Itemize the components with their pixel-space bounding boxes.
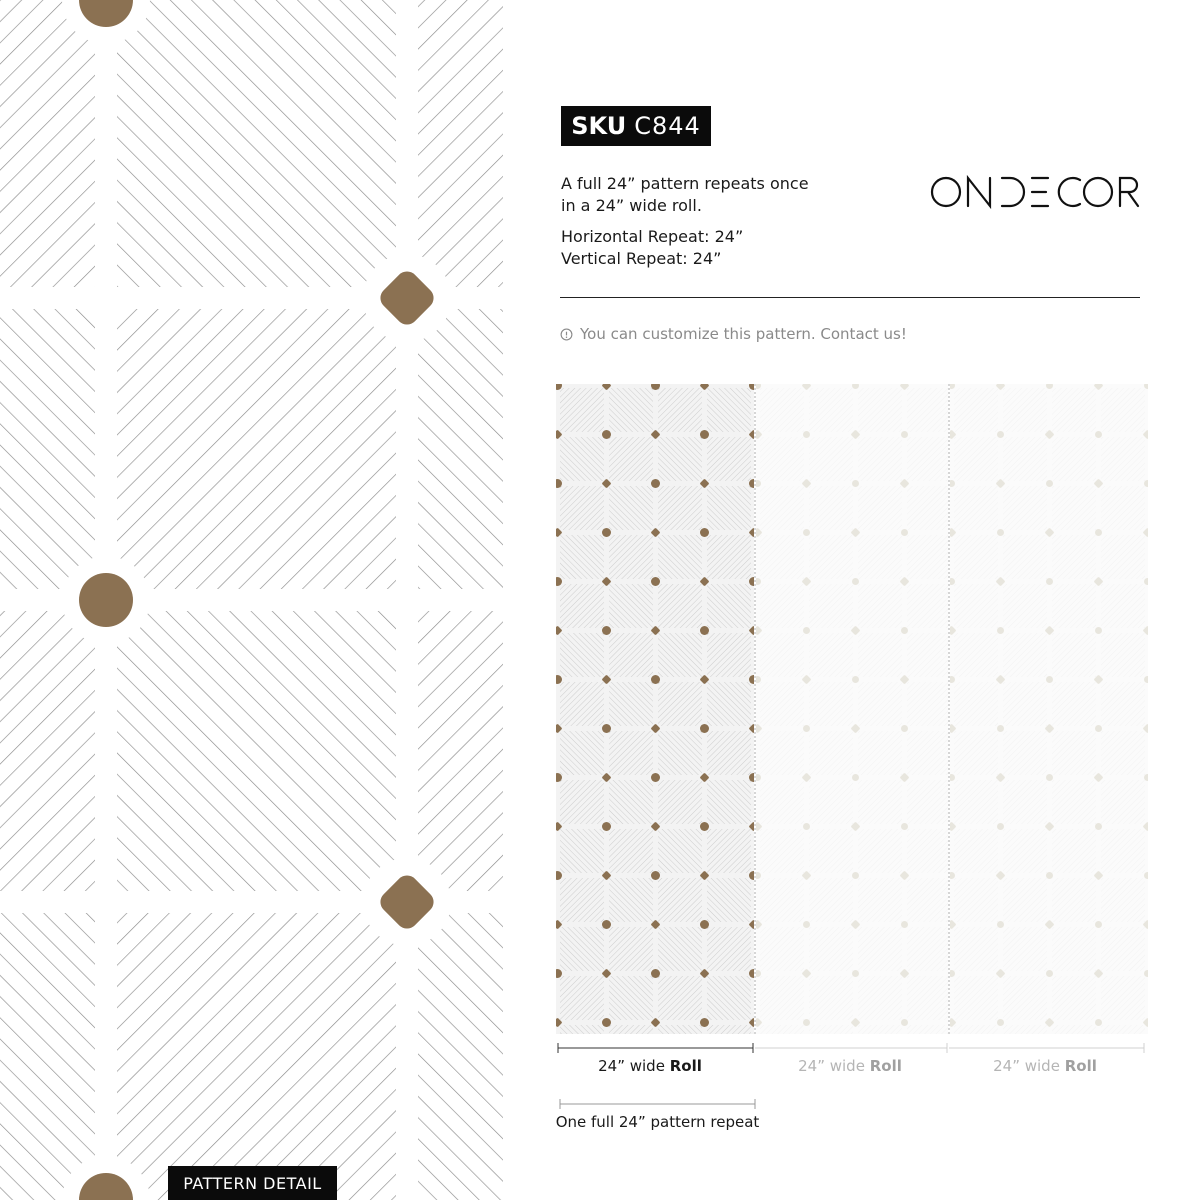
mini-tile (760, 633, 804, 677)
mini-tile (1052, 633, 1096, 677)
mini-dot (651, 871, 660, 880)
mini-dot (651, 969, 660, 978)
mini-dot (803, 431, 810, 438)
mini-dot (1095, 823, 1102, 830)
mini-tile (907, 829, 951, 873)
mini-tile (760, 927, 804, 971)
repeat-info (561, 226, 743, 270)
mini-tile (809, 1025, 853, 1034)
mini-tile (658, 927, 702, 971)
mini-tile (858, 535, 902, 579)
mini-tile (1052, 780, 1096, 824)
vertical-repeat: Vertical Repeat: 24” (561, 249, 722, 268)
mini-tile (560, 829, 604, 873)
sku-prefix: SKU (571, 112, 627, 140)
mini-dot (1046, 872, 1053, 879)
mini-dot (602, 626, 611, 635)
mini-dot (901, 823, 908, 830)
mini-tile (760, 437, 804, 481)
roll-label-3-bold: Roll (1064, 1057, 1097, 1075)
mini-dot (651, 773, 660, 782)
mini-dot (1046, 480, 1053, 487)
mini-tile (1052, 682, 1096, 726)
mini-tile (1003, 584, 1047, 628)
mini-tile (760, 535, 804, 579)
roll-label-2-bold: Roll (869, 1057, 902, 1075)
mini-tile (809, 584, 853, 628)
mini-tile (609, 829, 653, 873)
mini-tile (954, 731, 998, 775)
mini-dot (997, 627, 1004, 634)
mini-dot (997, 431, 1004, 438)
mini-tile (1052, 584, 1096, 628)
mini-tile (707, 829, 751, 873)
mini-tile (809, 976, 853, 1020)
horizontal-repeat: Horizontal Repeat: 24” (561, 227, 744, 246)
mini-dot (1095, 921, 1102, 928)
mini-tile (707, 878, 751, 922)
mini-dot (1046, 774, 1053, 781)
mini-tile (560, 388, 604, 432)
mini-tile (609, 584, 653, 628)
mini-tile (954, 486, 998, 530)
mini-tile (1052, 976, 1096, 1020)
mini-tile (858, 633, 902, 677)
mini-tile (1052, 731, 1096, 775)
mini-dot (700, 920, 709, 929)
mini-tile (954, 682, 998, 726)
roll-label-1-prefix: 24” wide (598, 1057, 670, 1075)
mini-tile (707, 584, 751, 628)
mini-tile (658, 829, 702, 873)
mini-dot (651, 479, 660, 488)
mini-dot (803, 1019, 810, 1026)
mini-tile (560, 780, 604, 824)
roll-label-3 (950, 1057, 1140, 1075)
mini-dot (1046, 970, 1053, 977)
mini-tile (809, 486, 853, 530)
mini-tile (1003, 829, 1047, 873)
mini-dot (852, 872, 859, 879)
mini-dot (997, 1019, 1004, 1026)
pattern-detail-image (0, 0, 505, 1200)
mini-dot (803, 725, 810, 732)
mini-tile (707, 486, 751, 530)
mini-tile (560, 1025, 604, 1034)
mini-tile (1101, 584, 1145, 628)
sku-code: C844 (634, 112, 701, 140)
mini-tile (809, 535, 853, 579)
mini-tile (954, 584, 998, 628)
mini-tile (609, 388, 653, 432)
mini-tile (609, 535, 653, 579)
ondecor-logo (926, 170, 1142, 214)
mini-dot (1046, 676, 1053, 683)
mini-tile (707, 731, 751, 775)
mini-dot (651, 577, 660, 586)
mini-tile (858, 731, 902, 775)
mini-dot (602, 822, 611, 831)
mini-tile (609, 437, 653, 481)
roll-label-1 (555, 1057, 745, 1075)
mini-tile (907, 388, 951, 432)
mini-tile (954, 927, 998, 971)
pattern-description (561, 173, 891, 217)
description-line-1: A full 24” pattern repeats once (561, 174, 809, 193)
mini-dot (1095, 725, 1102, 732)
mini-tile (858, 437, 902, 481)
mini-tile (1003, 535, 1047, 579)
mini-tile (1101, 682, 1145, 726)
mini-tile (1101, 780, 1145, 824)
mini-tile (907, 731, 951, 775)
mini-tile (707, 780, 751, 824)
mini-tile (1003, 976, 1047, 1020)
mini-tile (954, 437, 998, 481)
mini-tile (658, 682, 702, 726)
mini-tile (1101, 388, 1145, 432)
mini-dot (700, 1018, 709, 1027)
mini-tile (760, 682, 804, 726)
mini-dot (803, 921, 810, 928)
mini-tile (1052, 1025, 1096, 1034)
mini-dot (901, 725, 908, 732)
mini-tile (707, 437, 751, 481)
mini-tile (760, 976, 804, 1020)
mini-tile (560, 437, 604, 481)
hatch-tile (117, 0, 396, 287)
mini-tile (954, 829, 998, 873)
mini-dot (1046, 578, 1053, 585)
mini-tile (1101, 878, 1145, 922)
mini-tile (658, 584, 702, 628)
mini-tile (707, 1025, 751, 1034)
mini-tile (760, 731, 804, 775)
mini-tile (609, 927, 653, 971)
mini-tile (858, 829, 902, 873)
mini-tile (707, 388, 751, 432)
mini-tile (858, 780, 902, 824)
mini-tile (858, 878, 902, 922)
mini-dot (1095, 431, 1102, 438)
hatch-tile (0, 0, 95, 287)
mini-tile (858, 388, 902, 432)
mini-dot (1095, 1019, 1102, 1026)
mini-tile (809, 633, 853, 677)
dimension-markers (556, 1040, 1148, 1112)
repeat-caption: One full 24” pattern repeat (555, 1113, 760, 1131)
mini-dot (901, 529, 908, 536)
hatch-tile (0, 611, 95, 891)
roll-label-2-prefix: 24” wide (798, 1057, 870, 1075)
mini-tile (954, 1025, 998, 1034)
mini-tile (1003, 878, 1047, 922)
mini-tile (809, 780, 853, 824)
mini-tile (560, 682, 604, 726)
mini-dot (602, 430, 611, 439)
hatch-tile (117, 913, 396, 1200)
mini-tile (907, 780, 951, 824)
mini-dot (852, 774, 859, 781)
mini-tile (907, 633, 951, 677)
mini-tile (1003, 780, 1047, 824)
mini-tile (1052, 535, 1096, 579)
customize-notice-text: You can customize this pattern. Contact us! (580, 325, 907, 343)
mini-dot (602, 1018, 611, 1027)
mini-tile (907, 976, 951, 1020)
mini-dot (852, 480, 859, 487)
mini-tile (809, 437, 853, 481)
mini-tile (658, 731, 702, 775)
mini-dot (651, 675, 660, 684)
mini-tile (760, 486, 804, 530)
mini-tile (658, 878, 702, 922)
mini-tile (560, 535, 604, 579)
mini-dot (901, 431, 908, 438)
mini-tile (907, 486, 951, 530)
mini-tile (1003, 486, 1047, 530)
mini-tile (907, 437, 951, 481)
mini-tile (809, 682, 853, 726)
mini-tile (707, 976, 751, 1020)
mini-tile (907, 682, 951, 726)
mini-dot (803, 823, 810, 830)
mini-tile (954, 780, 998, 824)
mini-tile (1052, 829, 1096, 873)
mini-tile (1052, 878, 1096, 922)
mini-dot (700, 724, 709, 733)
mini-tile (707, 633, 751, 677)
hatch-tile (117, 309, 396, 589)
mini-tile (1101, 1025, 1145, 1034)
mini-tile (560, 878, 604, 922)
gold-circle-motif (79, 573, 133, 627)
mini-dot (901, 921, 908, 928)
mini-dot (700, 430, 709, 439)
mini-tile (1101, 633, 1145, 677)
mini-tile (760, 780, 804, 824)
mini-tile (658, 976, 702, 1020)
mini-tile (954, 878, 998, 922)
mini-tile (707, 682, 751, 726)
mini-dot (803, 529, 810, 536)
mini-tile (560, 633, 604, 677)
mini-tile (560, 976, 604, 1020)
mini-tile (1101, 927, 1145, 971)
mini-tile (858, 486, 902, 530)
mini-tile (658, 1025, 702, 1034)
mini-tile (1101, 829, 1145, 873)
hatch-tile (418, 611, 503, 891)
mini-dot (700, 626, 709, 635)
mini-tile (658, 535, 702, 579)
mini-tile (609, 976, 653, 1020)
mini-tile (1052, 437, 1096, 481)
mini-tile (658, 780, 702, 824)
mini-dot (997, 725, 1004, 732)
mini-tile (809, 878, 853, 922)
mini-dot (602, 920, 611, 929)
mini-dot (997, 823, 1004, 830)
mini-dot (1095, 627, 1102, 634)
mini-tile (707, 535, 751, 579)
roll-label-1-bold: Roll (669, 1057, 702, 1075)
roll-label-3-prefix: 24” wide (993, 1057, 1065, 1075)
mini-tile (609, 633, 653, 677)
mini-tile (954, 976, 998, 1020)
mini-tile (658, 388, 702, 432)
sku-badge (561, 106, 711, 146)
mini-tile (1101, 535, 1145, 579)
divider-line (560, 297, 1140, 298)
mini-tile (1003, 682, 1047, 726)
mini-dot (901, 627, 908, 634)
mini-dot (803, 627, 810, 634)
description-line-2: in a 24” wide roll. (561, 196, 702, 215)
mini-tile (609, 731, 653, 775)
mini-tile (809, 927, 853, 971)
hatch-tile (418, 309, 503, 589)
mini-tile (809, 388, 853, 432)
mini-tile (1101, 486, 1145, 530)
roll-label-2 (755, 1057, 945, 1075)
mini-tile (1052, 927, 1096, 971)
mini-dot (852, 676, 859, 683)
mini-tile (760, 1025, 804, 1034)
mini-tile (858, 927, 902, 971)
mini-tile (954, 633, 998, 677)
hatch-tile (117, 611, 396, 891)
mini-tile (658, 633, 702, 677)
mini-tile (1003, 437, 1047, 481)
mini-dot (700, 528, 709, 537)
mini-tile (1101, 437, 1145, 481)
mini-tile (1003, 927, 1047, 971)
mini-dot (602, 528, 611, 537)
mini-dot (852, 970, 859, 977)
mini-tile (907, 878, 951, 922)
mini-tile (560, 486, 604, 530)
mini-dot (700, 822, 709, 831)
mini-tile (609, 486, 653, 530)
mini-tile (658, 486, 702, 530)
mini-tile (1052, 486, 1096, 530)
mini-tile (1003, 1025, 1047, 1034)
mini-tile (1052, 388, 1096, 432)
mini-tile (809, 731, 853, 775)
mini-dot (602, 724, 611, 733)
mini-tile (760, 829, 804, 873)
mini-tile (1003, 731, 1047, 775)
mini-tile (560, 584, 604, 628)
mini-tile (560, 927, 604, 971)
mini-tile (760, 584, 804, 628)
mini-tile (1003, 633, 1047, 677)
mini-tile (560, 731, 604, 775)
mini-tile (1101, 731, 1145, 775)
pattern-detail-label: PATTERN DETAIL (168, 1166, 337, 1200)
mini-tile (809, 829, 853, 873)
mini-tile (658, 437, 702, 481)
mini-dot (997, 529, 1004, 536)
mini-dot (852, 578, 859, 585)
mini-tile (1003, 388, 1047, 432)
mini-tile (858, 584, 902, 628)
mini-tile (609, 780, 653, 824)
customize-notice (560, 325, 907, 343)
mini-tile (907, 535, 951, 579)
mini-tile (707, 927, 751, 971)
hatch-tile (0, 309, 95, 589)
mini-tile (858, 976, 902, 1020)
mini-tile (858, 1025, 902, 1034)
hatch-tile (0, 913, 95, 1200)
info-icon (560, 328, 573, 341)
mini-tile (760, 388, 804, 432)
mini-tile (609, 1025, 653, 1034)
mini-tile (609, 682, 653, 726)
mini-tile (907, 1025, 951, 1034)
mini-tile (609, 878, 653, 922)
mini-tile (760, 878, 804, 922)
roll-preview (556, 384, 1148, 1034)
mini-dot (901, 1019, 908, 1026)
hatch-tile (418, 0, 503, 287)
mini-dot (997, 921, 1004, 928)
mini-dot (1095, 529, 1102, 536)
mini-tile (1101, 976, 1145, 1020)
hatch-tile (418, 913, 503, 1200)
mini-tile (954, 388, 998, 432)
mini-tile (907, 927, 951, 971)
mini-tile (954, 535, 998, 579)
roll-3-faded (947, 384, 1148, 1034)
mini-tile (858, 682, 902, 726)
mini-tile (907, 584, 951, 628)
